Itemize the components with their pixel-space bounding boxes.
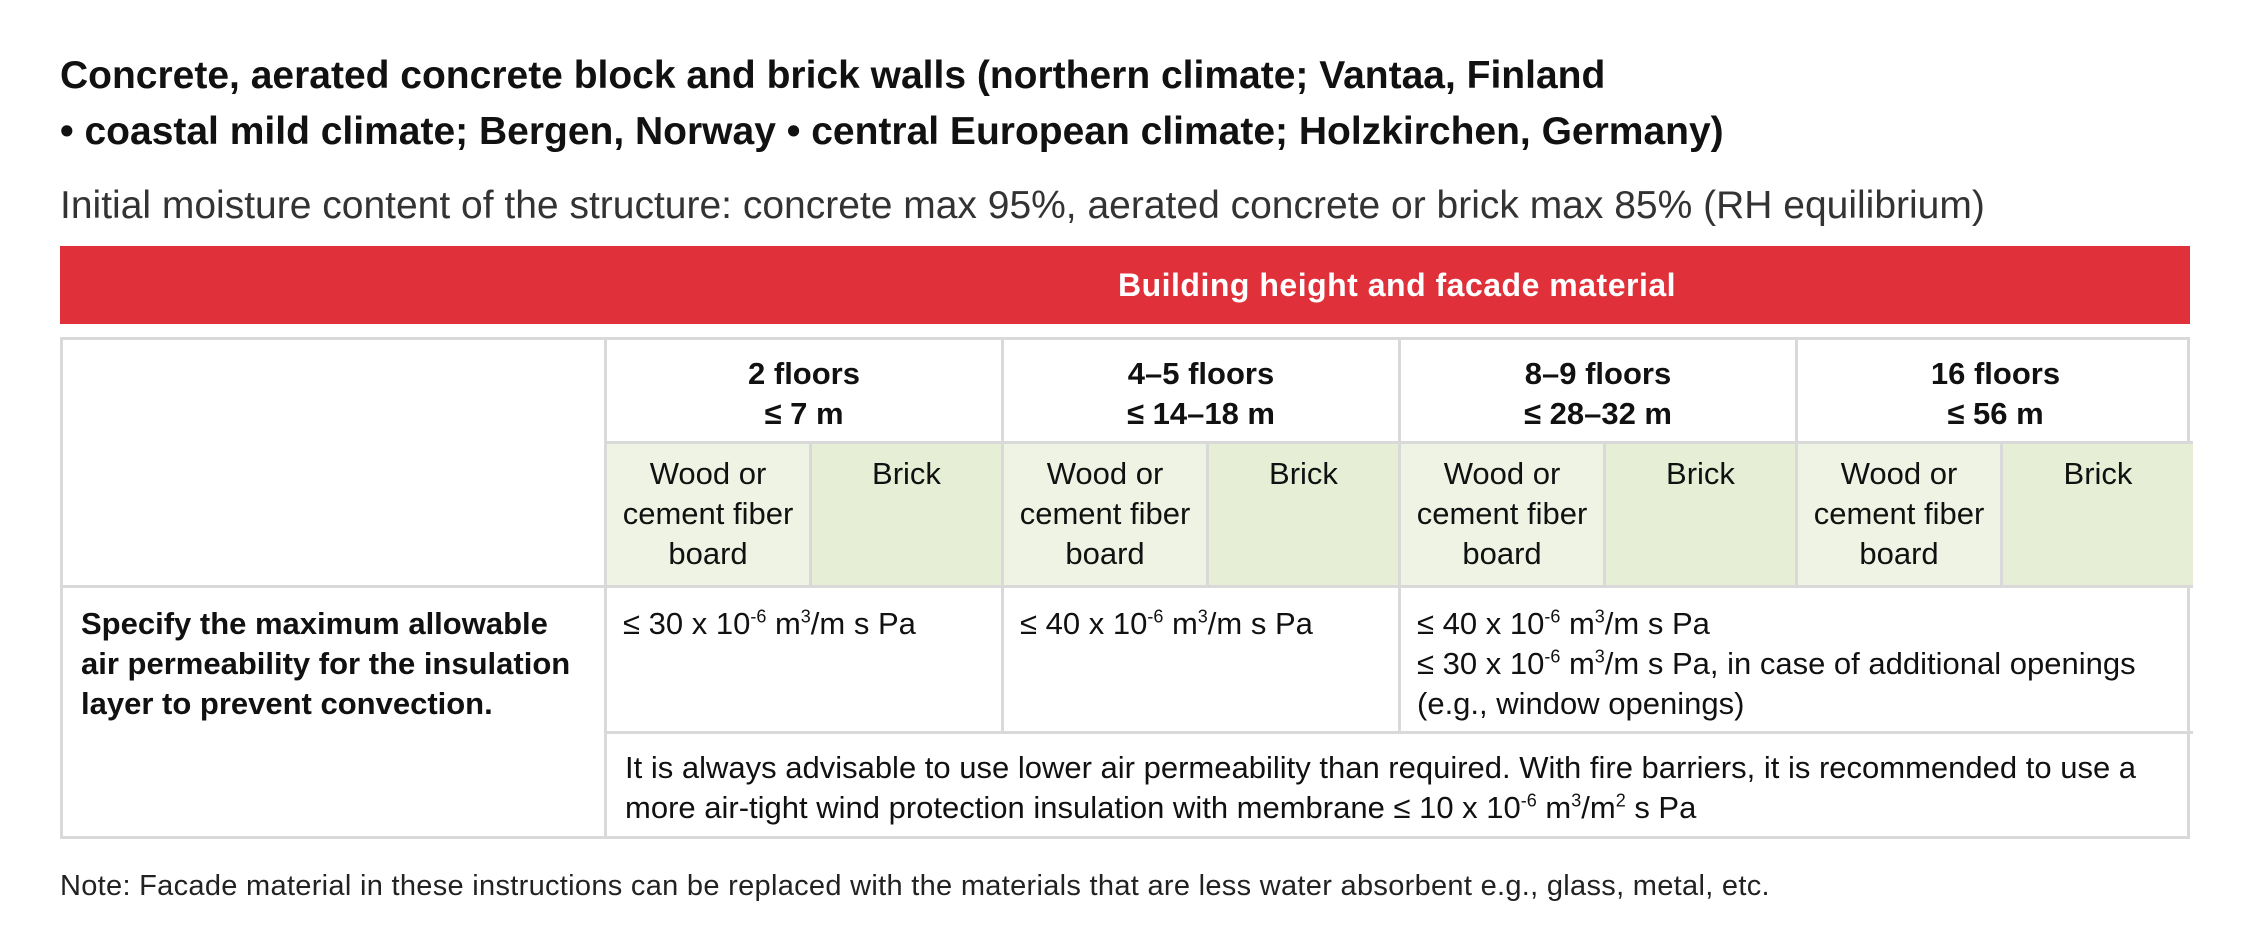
exponent: -6 xyxy=(750,606,767,627)
advice-text: It is always advisable to use lower air permeability than required. With fire barriers, it is recommended to use a more air-tight wind protection insulation with membrane ≤ 10 x 10 xyxy=(625,750,2137,825)
permeability-value: ≤ 40 x $10^{-6}$ $m^3/m$ s Pa xyxy=(1417,606,1710,641)
floor-label: 16 floors xyxy=(1930,356,2061,391)
floor-label: 4–5 floors xyxy=(1127,356,1275,391)
floor-height: ≤ 28–32 m xyxy=(1523,396,1672,431)
advice-cell: It is always advisable to use lower air permeability than required. With fire barriers, it is recommended to use a more air-tight wind protection insulation with membrane ≤ 10 x $10^{-6}$ $m^3/m^2$ s Pa xyxy=(625,750,2137,825)
banner-label: Building height and facade material xyxy=(1117,267,1677,303)
floor-header-4-5 xyxy=(1004,340,1401,444)
material-brick-cell: Brick xyxy=(812,444,1004,588)
footnote: Note: Facade material in these instructions can be replaced with the materials that are less water absorbent e.g., glass, metal, etc. xyxy=(60,870,1770,902)
title-line-1: Concrete, aerated concrete block and brick walls (northern climate; Vantaa, Finland xyxy=(60,54,1606,97)
exponent: 3 xyxy=(1197,606,1208,627)
floor-header-8-9 xyxy=(1401,340,1798,444)
permeability-value-openings: ≤ 30 x $10^{-6}$ $m^3/m$ s Pa, in case of additional openings (e.g., window openings) xyxy=(1417,646,2136,721)
floor-header-2 xyxy=(607,340,1004,444)
floor-label: 2 floors xyxy=(748,356,860,391)
table-banner xyxy=(60,246,2190,324)
floor-header-16 xyxy=(1798,340,2193,444)
floor-height: ≤ 7 m xyxy=(764,396,844,431)
row-label-cell: Specify the maximum allowable air permeability for the insulation layer to prevent convection. xyxy=(63,588,607,838)
material-wood-cell: Wood or cement fiber board xyxy=(1798,444,2003,588)
page-subtitle: Initial moisture content of the structure: concrete max 95%, aerated concrete or brick max 85% (RH equilibrium) xyxy=(60,184,1985,227)
material-brick-cell: Brick xyxy=(2003,444,2193,588)
floor-height: ≤ 14–18 m xyxy=(1126,396,1275,431)
exponent: -6 xyxy=(1520,790,1537,811)
exponent: 3 xyxy=(1571,790,1582,811)
permeability-value: ≤ 40 x $10^{-6}$ $m^3/m$ s Pa xyxy=(1020,606,1313,641)
exponent: -6 xyxy=(1147,606,1164,627)
exponent: 3 xyxy=(800,606,811,627)
floor-height: ≤ 56 m xyxy=(1947,396,2044,431)
material-brick-cell: Brick xyxy=(1606,444,1798,588)
material-wood-cell: Wood or cement fiber board xyxy=(1401,444,1606,588)
floor-label: 8–9 floors xyxy=(1524,356,1672,391)
exponent: -6 xyxy=(1544,646,1561,667)
title-line-2: • coastal mild climate; Bergen, Norway • central European climate; Holzkirchen, Germany) xyxy=(60,110,1724,153)
permeability-value: ≤ 30 x $10^{-6}$ $m^3/m$ s Pa xyxy=(623,606,916,641)
exponent: 3 xyxy=(1594,646,1605,667)
material-wood-cell: Wood or cement fiber board xyxy=(1004,444,1209,588)
permeability-table xyxy=(60,337,2190,839)
permeability-2-floors xyxy=(607,588,1004,734)
material-wood-cell: Wood or cement fiber board xyxy=(607,444,812,588)
permeability-8-16-floors xyxy=(1401,588,2193,734)
material-brick-cell: Brick xyxy=(1209,444,1401,588)
exponent: -6 xyxy=(1544,606,1561,627)
exponent: 2 xyxy=(1615,790,1626,811)
exponent: 3 xyxy=(1594,606,1605,627)
page-title xyxy=(60,48,2180,160)
table-corner-cell xyxy=(63,340,607,588)
permeability-4-5-floors xyxy=(1004,588,1401,734)
